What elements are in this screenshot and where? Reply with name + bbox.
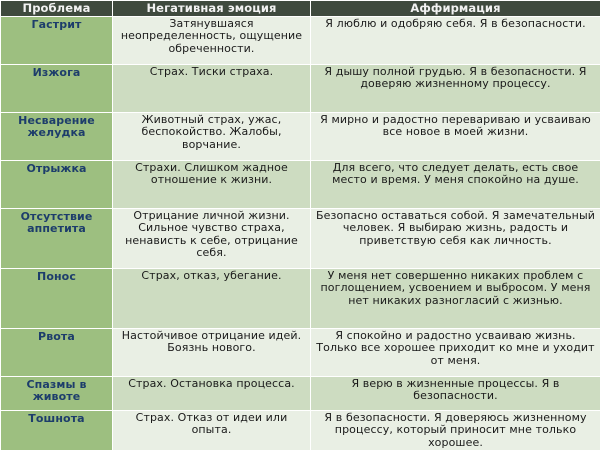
table-row — [1, 209, 600, 269]
table-row — [1, 161, 600, 209]
emotion-cell: Отрицание личной жизни. Сильное чувство страха, ненависть к себе, отрицание себя. — [113, 209, 311, 269]
table-header-row — [1, 1, 600, 17]
emotion-cell: Страх. Остановка процесса. — [113, 377, 311, 411]
problem-cell: Понос — [1, 269, 113, 329]
table-row — [1, 269, 600, 329]
problem-cell: Изжога — [1, 65, 113, 113]
problem-cell: Рвота — [1, 329, 113, 377]
table-row — [1, 377, 600, 411]
problem-cell: Тошнота — [1, 411, 113, 451]
emotion-cell: Страх. Отказ от идеи или опыта. — [113, 411, 311, 451]
header-negative-emotion: Негативная эмоция — [113, 1, 311, 17]
header-problem: Проблема — [1, 1, 113, 17]
affirmation-cell: Безопасно оставаться собой. Я замечательный человек. Я выбираю жизнь, радость и приветствую себя как личность. — [311, 209, 600, 269]
affirmation-cell: Я верю в жизненные процессы. Я в безопасности. — [311, 377, 600, 411]
affirmation-cell: Я в безопасности. Я доверяюсь жизненному процессу, который приносит мне только хорошее. — [311, 411, 600, 451]
problem-cell: Гастрит — [1, 17, 113, 65]
problem-cell: Несварение желудка — [1, 113, 113, 161]
affirmation-cell: Я спокойно и радостно усваиваю жизнь. Только все хорошее приходит ко мне и уходит от меня. — [311, 329, 600, 377]
table-row — [1, 411, 600, 451]
problem-cell: Отрыжка — [1, 161, 113, 209]
emotion-cell: Животный страх, ужас, беспокойство. Жалобы, ворчание. — [113, 113, 311, 161]
affirmation-cell: Я мирно и радостно перевариваю и усваиваю все новое в моей жизни. — [311, 113, 600, 161]
emotion-cell: Настойчивое отрицание идей. Боязнь нового. — [113, 329, 311, 377]
table-row — [1, 329, 600, 377]
problem-cell: Спазмы в животе — [1, 377, 113, 411]
table-row — [1, 113, 600, 161]
problem-cell: Отсутствие аппетита — [1, 209, 113, 269]
emotion-cell: Страх, отказ, убегание. — [113, 269, 311, 329]
emotion-cell: Страх. Тиски страха. — [113, 65, 311, 113]
affirmation-cell: Для всего, что следует делать, есть свое место и время. У меня спокойно на душе. — [311, 161, 600, 209]
emotion-cell: Страхи. Слишком жадное отношение к жизни. — [113, 161, 311, 209]
table-row — [1, 65, 600, 113]
header-affirmation: Аффирмация — [311, 1, 600, 17]
table-row — [1, 17, 600, 65]
affirmation-cell: У меня нет совершенно никаких проблем с поглощением, усвоением и выбросом. У меня нет никаких разногласий с жизнью. — [311, 269, 600, 329]
affirmation-cell: Я люблю и одобряю себя. Я в безопасности. — [311, 17, 600, 65]
emotion-cell: Затянувшаяся неопределенность, ощущение обреченности. — [113, 17, 311, 65]
affirmation-cell: Я дышу полной грудью. Я в безопасности. Я доверяю жизненному процессу. — [311, 65, 600, 113]
